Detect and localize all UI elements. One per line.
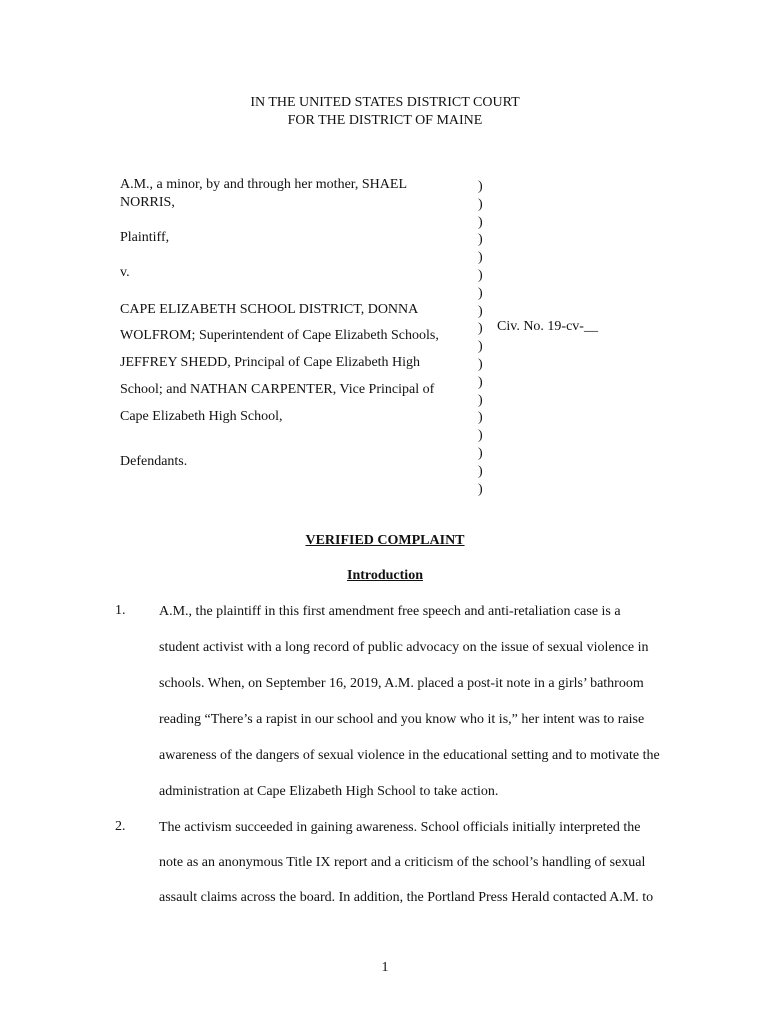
caption-paren-column [478,178,488,498]
paren: ) [478,463,483,479]
paren: ) [478,445,483,461]
paren: ) [478,356,483,372]
paren: ) [478,214,483,230]
paragraph-line: reading “There’s a rapist in our school and you know who it is,” her intent was to raise [159,712,645,727]
paren: ) [478,374,483,390]
page-number: 1 [381,960,389,975]
defendant-line: JEFFREY SHEDD, Principal of Cape Elizabeth High [120,355,421,370]
paragraph-line: student activist with a long record of public advocacy on the issue of sexual violence in [159,640,649,655]
paren: ) [478,285,483,301]
defendants-label: Defendants. [120,454,188,469]
paren: ) [478,410,483,426]
paragraph-line: schools. When, on September 16, 2019, A.M. placed a post-it note in a girls’ bathroom [159,676,644,691]
paragraph-number: 1. [115,603,126,618]
paren: ) [478,232,483,248]
court-district: FOR THE DISTRICT OF MAINE [287,113,483,128]
paragraph-line: The activism succeeded in gaining awareness. School officials initially interpreted the [159,820,641,835]
paren: ) [478,303,483,319]
paren: ) [478,267,483,283]
document-title: VERIFIED COMPLAINT [305,533,465,548]
defendant-line: School; and NATHAN CARPENTER, Vice Principal of [120,382,435,397]
paren: ) [478,481,483,497]
paren: ) [478,392,483,408]
paren: ) [478,196,483,212]
paren: ) [478,428,483,444]
court-name: IN THE UNITED STATES DISTRICT COURT [250,95,520,110]
case-number: Civ. No. 19-cv-__ [497,319,598,334]
defendant-line: WOLFROM; Superintendent of Cape Elizabeth Schools, [120,328,439,343]
defendant-line: Cape Elizabeth High School, [120,409,283,424]
paragraph-number: 2. [115,819,126,834]
paragraph-line: A.M., the plaintiff in this first amendment free speech and anti-retaliation case is a [159,604,621,619]
versus: v. [120,265,130,280]
paren: ) [478,250,483,266]
paren: ) [478,321,483,337]
paragraph-line: administration at Cape Elizabeth High School to take action. [159,784,499,799]
plaintiff-name-line1: A.M., a minor, by and through her mother, SHAEL [120,177,407,192]
plaintiff-name-line2: NORRIS, [120,195,175,210]
paragraph-line: awareness of the dangers of sexual violence in the educational setting and to motivate the [159,748,660,763]
paren: ) [478,179,483,194]
plaintiff-label: Plaintiff, [120,230,170,245]
paren: ) [478,339,483,355]
paragraph-line: note as an anonymous Title IX report and a criticism of the school’s handling of sexual [159,855,646,870]
defendant-line: CAPE ELIZABETH SCHOOL DISTRICT, DONNA [120,302,419,317]
court-heading [0,94,770,130]
paragraph-line: assault claims across the board. In addition, the Portland Press Herald contacted A.M. to [159,890,654,905]
section-heading: Introduction [347,568,423,583]
